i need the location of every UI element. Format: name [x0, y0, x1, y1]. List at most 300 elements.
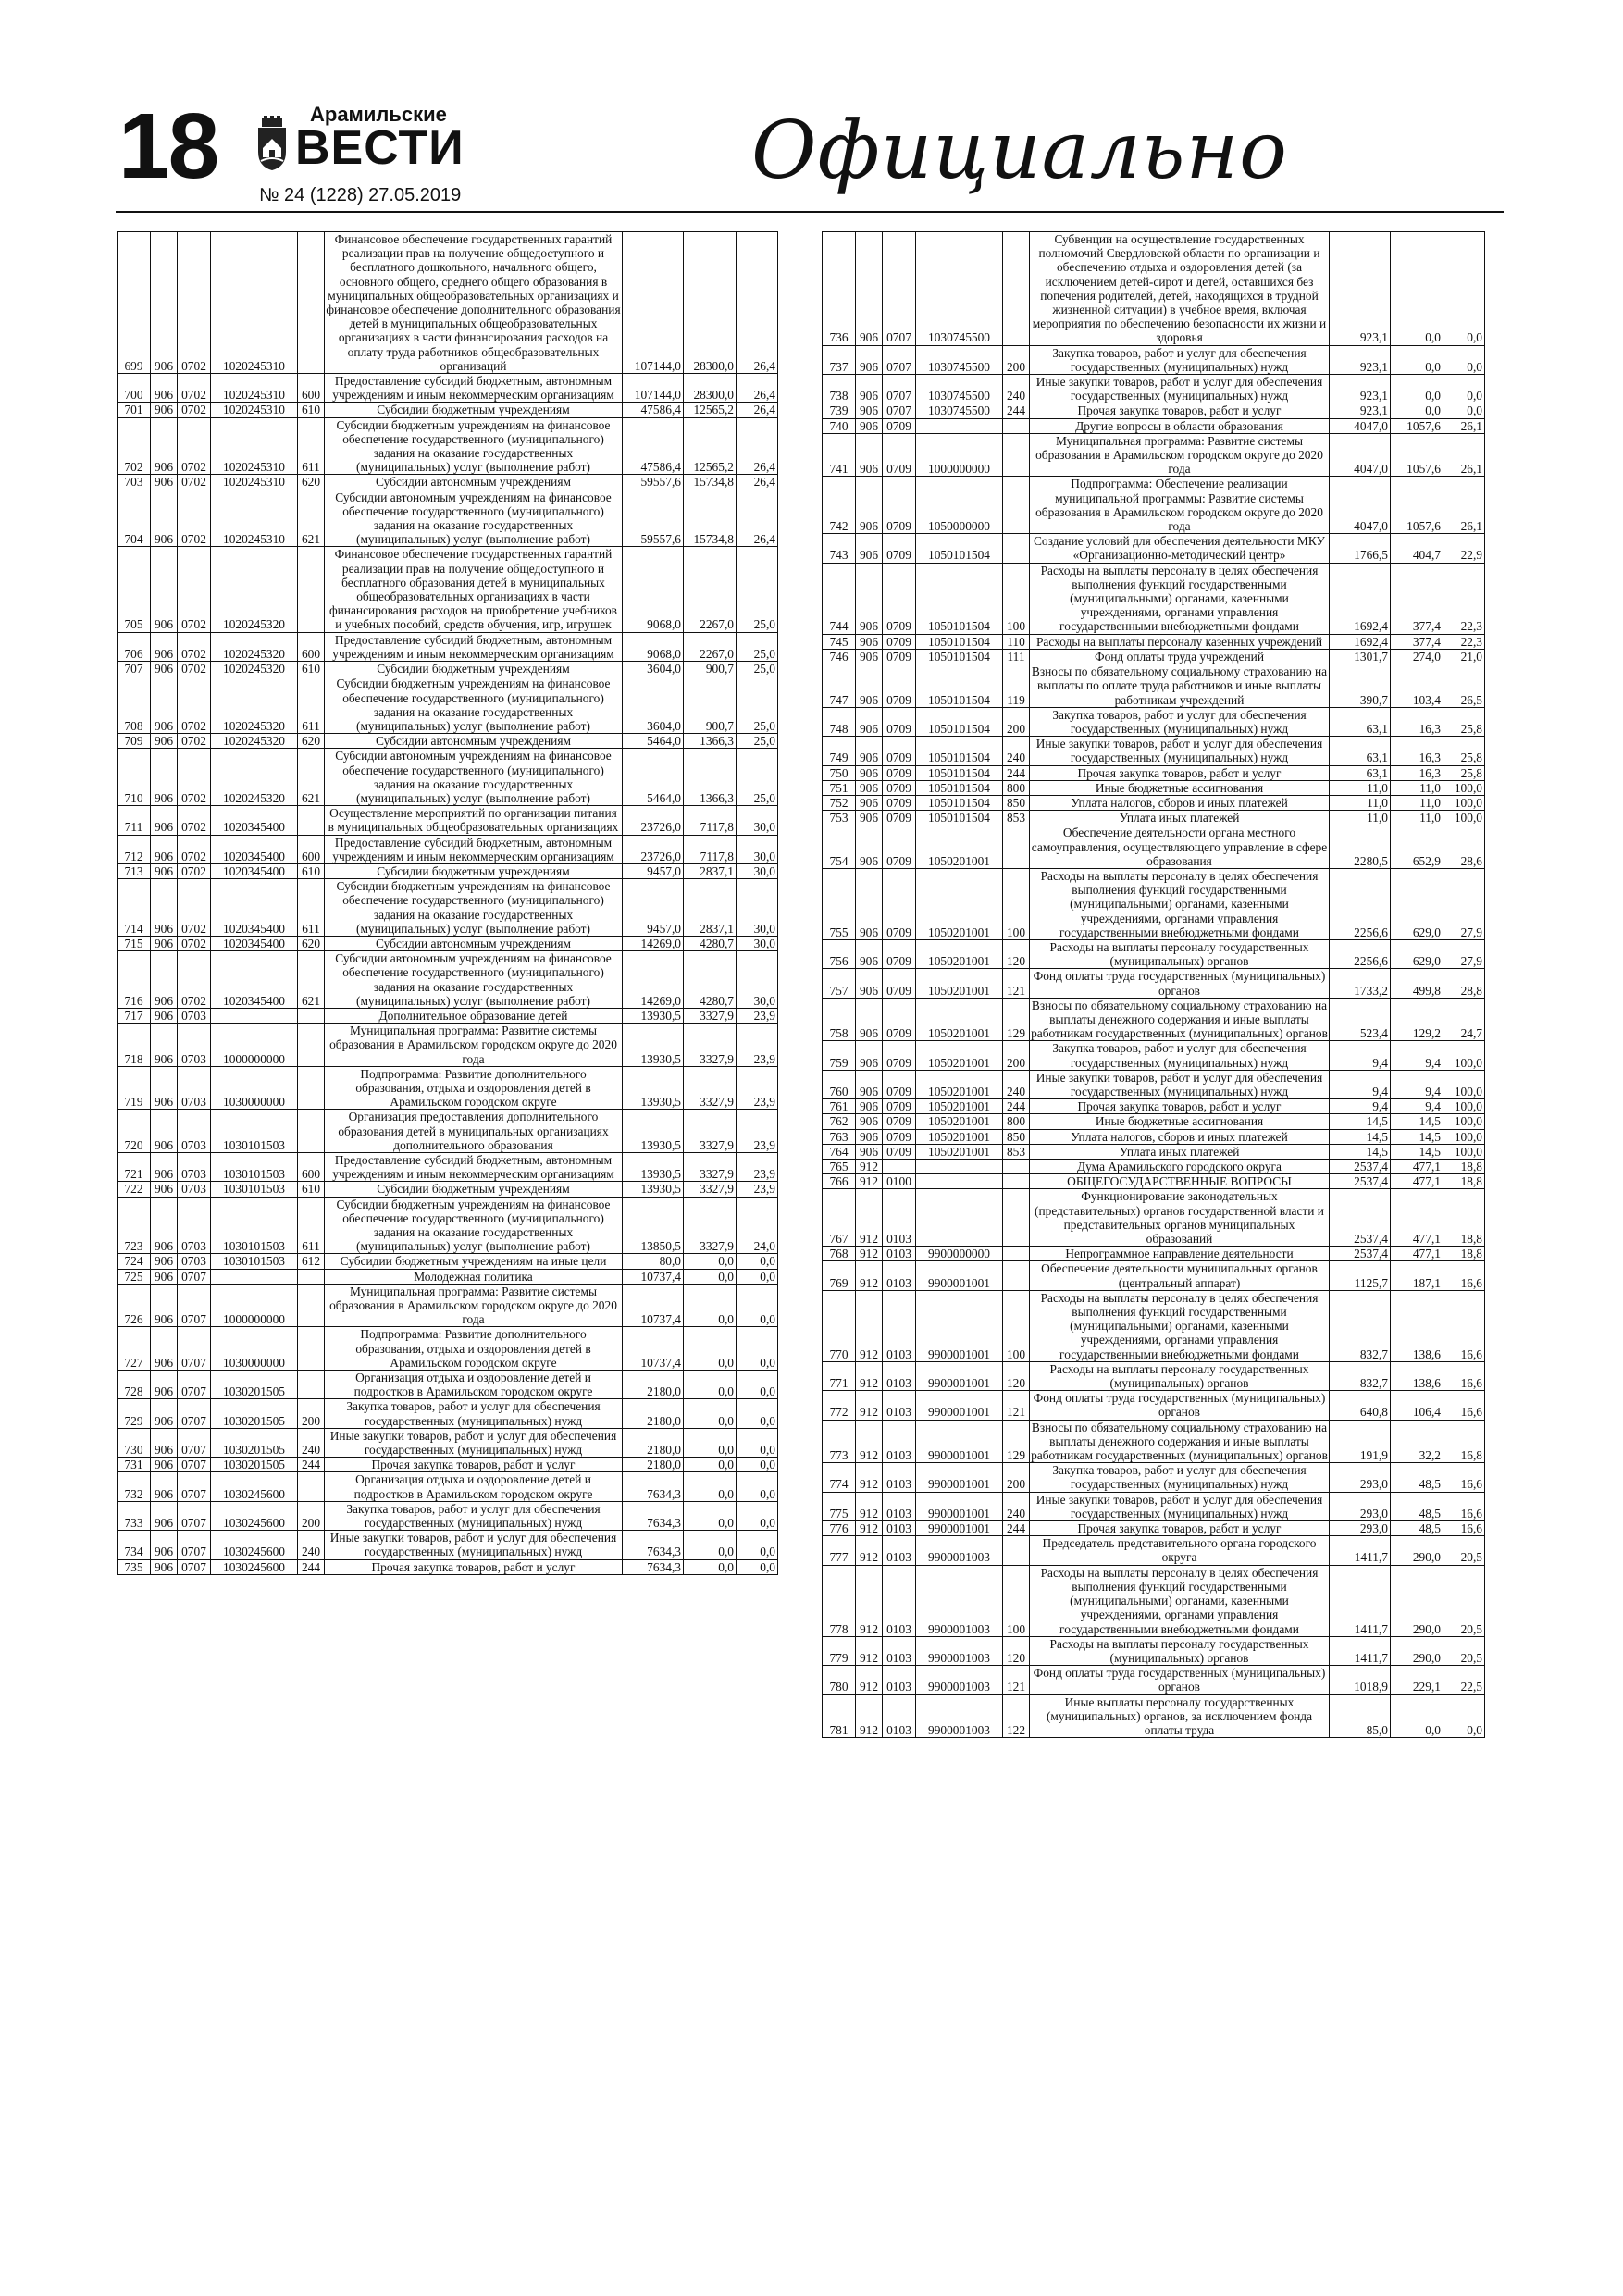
executed-amount-cell: 0,0: [684, 1428, 737, 1457]
ministry-code-cell: 906: [856, 1114, 883, 1129]
expense-type-cell: 611: [298, 676, 325, 734]
description-cell: Иные закупки товаров, работ и услуг для обеспечения государственных (муниципальных) нужд: [325, 1531, 623, 1559]
description-cell: Осуществление мероприятий по организации питания в муниципальных общеобразовательных организациях: [325, 806, 623, 835]
expense-type-cell: 129: [1003, 998, 1030, 1041]
table-row: [118, 1531, 778, 1559]
executed-amount-cell: 16,3: [1391, 737, 1443, 765]
percent-cell: 0,0: [737, 1399, 778, 1428]
section-code-cell: 0702: [178, 547, 211, 632]
executed-amount-cell: 1057,6: [1391, 477, 1443, 534]
planned-amount-cell: 832,7: [1330, 1290, 1391, 1361]
description-cell: Закупка товаров, работ и услуг для обеспечения государственных (муниципальных) нужд: [1030, 707, 1330, 736]
section-code-cell: 0707: [178, 1327, 211, 1371]
percent-cell: 30,0: [737, 863, 778, 878]
row-number-cell: 727: [118, 1327, 151, 1371]
ministry-code-cell: 906: [151, 1197, 178, 1254]
planned-amount-cell: 2256,6: [1330, 868, 1391, 939]
percent-cell: 25,0: [737, 547, 778, 632]
description-cell: Закупка товаров, работ и услуг для обеспечения государственных (муниципальных) нужд: [1030, 1041, 1330, 1070]
ministry-code-cell: 906: [856, 403, 883, 418]
expense-type-cell: 853: [1003, 811, 1030, 825]
row-number-cell: 739: [823, 403, 856, 418]
expense-type-cell: 244: [1003, 765, 1030, 780]
executed-amount-cell: 0,0: [684, 1501, 737, 1530]
target-article-cell: 1030745500: [916, 232, 1003, 346]
expense-type-cell: 240: [298, 1531, 325, 1559]
ministry-code-cell: 906: [856, 375, 883, 403]
ministry-code-cell: 906: [856, 1041, 883, 1070]
ministry-code-cell: 912: [856, 1636, 883, 1665]
row-number-cell: 705: [118, 547, 151, 632]
executed-amount-cell: 900,7: [684, 662, 737, 676]
ministry-code-cell: 906: [856, 345, 883, 374]
section-code-cell: 0702: [178, 936, 211, 950]
section-code-cell: 0103: [883, 1247, 916, 1261]
section-code-cell: 0707: [883, 345, 916, 374]
ministry-code-cell: 906: [151, 863, 178, 878]
ministry-code-cell: 906: [151, 662, 178, 676]
target-article-cell: 9900001003: [916, 1536, 1003, 1565]
percent-cell: 26,1: [1443, 418, 1485, 433]
executed-amount-cell: 2267,0: [684, 547, 737, 632]
ministry-code-cell: 906: [151, 1066, 178, 1110]
executed-amount-cell: 477,1: [1391, 1189, 1443, 1247]
table-row: [823, 795, 1485, 810]
table-row: [118, 1399, 778, 1428]
expense-type-cell: 610: [298, 1182, 325, 1197]
row-number-cell: 740: [823, 418, 856, 433]
executed-amount-cell: 377,4: [1391, 634, 1443, 649]
section-code-cell: 0103: [883, 1666, 916, 1694]
expense-type-cell: 620: [298, 936, 325, 950]
description-cell: Взносы по обязательному социальному страхованию на выплаты по оплате труда работников и иные выплаты работникам учреждений: [1030, 664, 1330, 708]
planned-amount-cell: 13930,5: [623, 1024, 684, 1067]
ministry-code-cell: 912: [856, 1420, 883, 1463]
executed-amount-cell: 1366,3: [684, 749, 737, 806]
percent-cell: 23,9: [737, 1153, 778, 1182]
description-cell: Подпрограмма: Обеспечение реализации муниципальной программы: Развитие системы образования в Арамильском городском округе до 2020 года: [1030, 477, 1330, 534]
ministry-code-cell: 906: [151, 734, 178, 749]
planned-amount-cell: 1692,4: [1330, 563, 1391, 634]
section-code-cell: 0702: [178, 632, 211, 661]
percent-cell: 28,6: [1443, 825, 1485, 869]
planned-amount-cell: 9457,0: [623, 863, 684, 878]
table-row: [823, 232, 1485, 346]
percent-cell: 25,0: [737, 632, 778, 661]
table-row: [823, 939, 1485, 968]
planned-amount-cell: 1125,7: [1330, 1261, 1391, 1290]
target-article-cell: 1020345400: [211, 936, 298, 950]
row-number-cell: 725: [118, 1269, 151, 1284]
ministry-code-cell: 906: [856, 1144, 883, 1159]
ministry-code-cell: 906: [151, 1110, 178, 1153]
target-article-cell: 1030245600: [211, 1472, 298, 1501]
description-cell: Дополнительное образование детей: [325, 1008, 623, 1023]
table-row: [118, 936, 778, 950]
row-number-cell: 704: [118, 490, 151, 547]
planned-amount-cell: 832,7: [1330, 1361, 1391, 1390]
row-number-cell: 714: [118, 879, 151, 937]
percent-cell: 0,0: [737, 1428, 778, 1457]
expense-type-cell: [298, 1066, 325, 1110]
section-code-cell: 0709: [883, 765, 916, 780]
planned-amount-cell: 107144,0: [623, 232, 684, 374]
expense-type-cell: [298, 1110, 325, 1153]
section-code-cell: 0709: [883, 649, 916, 664]
planned-amount-cell: 9,4: [1330, 1041, 1391, 1070]
ministry-code-cell: 906: [151, 676, 178, 734]
executed-amount-cell: 14,5: [1391, 1129, 1443, 1144]
description-cell: Иные бюджетные ассигнования: [1030, 780, 1330, 795]
target-article-cell: 1020345400: [211, 879, 298, 937]
description-cell: Организация отдыха и оздоровление детей и подростков в Арамильском городском округе: [325, 1371, 623, 1399]
row-number-cell: 702: [118, 417, 151, 475]
ministry-code-cell: 906: [151, 936, 178, 950]
description-cell: Иные закупки товаров, работ и услуг для обеспечения государственных (муниципальных) нужд: [1030, 737, 1330, 765]
table-row: [118, 403, 778, 417]
target-article-cell: [916, 1160, 1003, 1174]
row-number-cell: 748: [823, 707, 856, 736]
expense-type-cell: 244: [1003, 1521, 1030, 1536]
description-cell: Предоставление субсидий бюджетным, автономным учреждениям и иным некоммерческим организациям: [325, 1153, 623, 1182]
executed-amount-cell: 11,0: [1391, 780, 1443, 795]
planned-amount-cell: 10737,4: [623, 1284, 684, 1327]
planned-amount-cell: 293,0: [1330, 1521, 1391, 1536]
section-code-cell: 0702: [178, 490, 211, 547]
percent-cell: 25,0: [737, 662, 778, 676]
row-number-cell: 773: [823, 1420, 856, 1463]
target-article-cell: 9900001003: [916, 1565, 1003, 1636]
ministry-code-cell: 912: [856, 1521, 883, 1536]
expense-type-cell: [298, 1371, 325, 1399]
section-code-cell: 0702: [178, 806, 211, 835]
row-number-cell: 761: [823, 1099, 856, 1114]
section-code-cell: 0709: [883, 664, 916, 708]
section-code-cell: 0709: [883, 707, 916, 736]
left-column: [117, 231, 778, 1575]
planned-amount-cell: 14269,0: [623, 951, 684, 1009]
ministry-code-cell: 906: [856, 563, 883, 634]
table-row: [823, 433, 1485, 477]
row-number-cell: 723: [118, 1197, 151, 1254]
percent-cell: 0,0: [1443, 375, 1485, 403]
percent-cell: 27,9: [1443, 939, 1485, 968]
row-number-cell: 737: [823, 345, 856, 374]
planned-amount-cell: 2180,0: [623, 1428, 684, 1457]
percent-cell: 0,0: [737, 1371, 778, 1399]
expense-type-cell: 244: [298, 1458, 325, 1472]
executed-amount-cell: 629,0: [1391, 939, 1443, 968]
planned-amount-cell: 23726,0: [623, 835, 684, 863]
target-article-cell: 1020245310: [211, 403, 298, 417]
percent-cell: 16,6: [1443, 1521, 1485, 1536]
expense-type-cell: [298, 806, 325, 835]
description-cell: Фонд оплаты труда учреждений: [1030, 649, 1330, 664]
percent-cell: 100,0: [1443, 1099, 1485, 1114]
ministry-code-cell: 906: [151, 232, 178, 374]
ministry-code-cell: 906: [856, 664, 883, 708]
expense-type-cell: 621: [298, 951, 325, 1009]
description-cell: Иные бюджетные ассигнования: [1030, 1114, 1330, 1129]
section-code-cell: 0709: [883, 1129, 916, 1144]
row-number-cell: 703: [118, 475, 151, 490]
section-code-cell: 0703: [178, 1182, 211, 1197]
expense-type-cell: 121: [1003, 969, 1030, 998]
description-cell: Расходы на выплаты персоналу в целях обеспечения выполнения функций государственными (муниципальными) органами, казенными учреждениями, органами управления государственными внебюджетными фондами: [1030, 1565, 1330, 1636]
ministry-code-cell: 912: [856, 1492, 883, 1520]
expense-type-cell: 111: [1003, 649, 1030, 664]
expense-type-cell: 200: [298, 1399, 325, 1428]
percent-cell: 23,9: [737, 1110, 778, 1153]
planned-amount-cell: 23726,0: [623, 806, 684, 835]
executed-amount-cell: 28300,0: [684, 232, 737, 374]
expense-type-cell: [298, 547, 325, 632]
section-code-cell: 0709: [883, 1041, 916, 1070]
executed-amount-cell: 103,4: [1391, 664, 1443, 708]
ministry-code-cell: 912: [856, 1261, 883, 1290]
planned-amount-cell: 47586,4: [623, 417, 684, 475]
description-cell: Прочая закупка товаров, работ и услуг: [1030, 403, 1330, 418]
table-row: [823, 649, 1485, 664]
planned-amount-cell: 9,4: [1330, 1099, 1391, 1114]
row-number-cell: 744: [823, 563, 856, 634]
description-cell: Закупка товаров, работ и услуг для обеспечения государственных (муниципальных) нужд: [1030, 345, 1330, 374]
table-row: [118, 662, 778, 676]
expense-type-cell: 120: [1003, 939, 1030, 968]
percent-cell: 100,0: [1443, 1041, 1485, 1070]
description-cell: Субсидии автономным учреждениям: [325, 936, 623, 950]
target-article-cell: 1030101503: [211, 1197, 298, 1254]
executed-amount-cell: 652,9: [1391, 825, 1443, 869]
table-row: [823, 1694, 1485, 1738]
description-cell: Субсидии бюджетным учреждениям: [325, 403, 623, 417]
table-row: [118, 749, 778, 806]
section-code-cell: 0703: [178, 1066, 211, 1110]
description-cell: Подпрограмма: Развитие дополнительного образования, отдыха и оздоровления детей в Арамильском городском округе: [325, 1327, 623, 1371]
executed-amount-cell: 477,1: [1391, 1247, 1443, 1261]
ministry-code-cell: 912: [856, 1189, 883, 1247]
executed-amount-cell: 404,7: [1391, 534, 1443, 563]
row-number-cell: 729: [118, 1399, 151, 1428]
row-number-cell: 776: [823, 1521, 856, 1536]
ministry-code-cell: 906: [151, 1399, 178, 1428]
ministry-code-cell: 906: [151, 1531, 178, 1559]
planned-amount-cell: 59557,6: [623, 490, 684, 547]
section-code-cell: 0103: [883, 1261, 916, 1290]
planned-amount-cell: 14,5: [1330, 1114, 1391, 1129]
row-number-cell: 708: [118, 676, 151, 734]
planned-amount-cell: 47586,4: [623, 403, 684, 417]
executed-amount-cell: 0,0: [684, 1472, 737, 1501]
description-cell: Уплата иных платежей: [1030, 811, 1330, 825]
ministry-code-cell: 906: [856, 825, 883, 869]
table-row: [823, 1261, 1485, 1290]
row-number-cell: 715: [118, 936, 151, 950]
target-article-cell: 1050201001: [916, 1144, 1003, 1159]
target-article-cell: 1020345400: [211, 835, 298, 863]
section-code-cell: 0103: [883, 1694, 916, 1738]
executed-amount-cell: 274,0: [1391, 649, 1443, 664]
table-row: [823, 1521, 1485, 1536]
row-number-cell: 767: [823, 1189, 856, 1247]
percent-cell: 0,0: [737, 1327, 778, 1371]
executed-amount-cell: 9,4: [1391, 1041, 1443, 1070]
ministry-code-cell: 906: [151, 749, 178, 806]
table-row: [823, 998, 1485, 1041]
target-article-cell: 1030245600: [211, 1501, 298, 1530]
description-cell: Иные закупки товаров, работ и услуг для обеспечения государственных (муниципальных) нужд: [1030, 375, 1330, 403]
row-number-cell: 710: [118, 749, 151, 806]
executed-amount-cell: 15734,8: [684, 475, 737, 490]
table-row: [823, 1070, 1485, 1098]
ministry-code-cell: 906: [856, 1070, 883, 1098]
expense-type-cell: 200: [1003, 1463, 1030, 1492]
section-code-cell: 0709: [883, 1144, 916, 1159]
table-row: [118, 1458, 778, 1472]
table-row: [823, 780, 1485, 795]
description-cell: Фонд оплаты труда государственных (муниципальных) органов: [1030, 969, 1330, 998]
target-article-cell: 1050201001: [916, 868, 1003, 939]
target-article-cell: 1030201505: [211, 1399, 298, 1428]
table-row: [118, 232, 778, 374]
executed-amount-cell: 0,0: [1391, 232, 1443, 346]
ministry-code-cell: 906: [151, 1458, 178, 1472]
executed-amount-cell: 229,1: [1391, 1666, 1443, 1694]
planned-amount-cell: 2256,6: [1330, 939, 1391, 968]
description-cell: Закупка товаров, работ и услуг для обеспечения государственных (муниципальных) нужд: [1030, 1463, 1330, 1492]
target-article-cell: 1020245320: [211, 734, 298, 749]
ministry-code-cell: 906: [151, 1284, 178, 1327]
expense-type-cell: 129: [1003, 1420, 1030, 1463]
target-article-cell: 1050000000: [916, 477, 1003, 534]
planned-amount-cell: 59557,6: [623, 475, 684, 490]
planned-amount-cell: 13930,5: [623, 1066, 684, 1110]
percent-cell: 18,8: [1443, 1174, 1485, 1189]
expense-type-cell: [1003, 1174, 1030, 1189]
executed-amount-cell: 1366,3: [684, 734, 737, 749]
description-cell: Фонд оплаты труда государственных (муниципальных) органов: [1030, 1666, 1330, 1694]
description-cell: Субсидии бюджетным учреждениям на финансовое обеспечение государственного (муниципального) задания на оказание государственных (муниципальных) услуг (выполнение работ): [325, 676, 623, 734]
ministry-code-cell: 906: [856, 795, 883, 810]
planned-amount-cell: 2537,4: [1330, 1247, 1391, 1261]
target-article-cell: 1020245320: [211, 547, 298, 632]
description-cell: Председатель представительного органа городского округа: [1030, 1536, 1330, 1565]
expense-type-cell: 610: [298, 863, 325, 878]
description-cell: Уплата иных платежей: [1030, 1144, 1330, 1159]
row-number-cell: 728: [118, 1371, 151, 1399]
table-row: [118, 1501, 778, 1530]
row-number-cell: 732: [118, 1472, 151, 1501]
expense-type-cell: 120: [1003, 1361, 1030, 1390]
target-article-cell: 1050101504: [916, 780, 1003, 795]
table-row: [118, 835, 778, 863]
description-cell: Организация предоставления дополнительного образования детей в муниципальных организациях дополнительного образования: [325, 1110, 623, 1153]
expense-type-cell: 610: [298, 662, 325, 676]
executed-amount-cell: 48,5: [1391, 1521, 1443, 1536]
table-row: [823, 1361, 1485, 1390]
row-number-cell: 752: [823, 795, 856, 810]
target-article-cell: 9900001001: [916, 1391, 1003, 1420]
description-cell: Предоставление субсидий бюджетным, автономным учреждениям и иным некоммерческим организациям: [325, 632, 623, 661]
expense-type-cell: 853: [1003, 1144, 1030, 1159]
coat-of-arms-icon: [254, 115, 290, 172]
table-row: [823, 969, 1485, 998]
row-number-cell: 770: [823, 1290, 856, 1361]
description-cell: Субсидии автономным учреждениям на финансовое обеспечение государственного (муниципального) задания на оказание государственных (муниципальных) услуг (выполнение работ): [325, 490, 623, 547]
table-row: [118, 1371, 778, 1399]
row-number-cell: 735: [118, 1559, 151, 1574]
ministry-code-cell: 906: [856, 765, 883, 780]
description-cell: Взносы по обязательному социальному страхованию на выплаты денежного содержания и иные выплаты работникам государственных (муниципальных) органов: [1031, 998, 1328, 1041]
row-number-cell: 707: [118, 662, 151, 676]
ministry-code-cell: 912: [856, 1391, 883, 1420]
row-number-cell: 717: [118, 1008, 151, 1023]
table-row: [118, 1110, 778, 1153]
percent-cell: 22,9: [1443, 534, 1485, 563]
section-code-cell: 0707: [178, 1472, 211, 1501]
planned-amount-cell: 10737,4: [623, 1269, 684, 1284]
target-article-cell: 1020345400: [211, 806, 298, 835]
row-number-cell: 762: [823, 1114, 856, 1129]
percent-cell: 0,0: [737, 1472, 778, 1501]
target-article-cell: 9900001001: [916, 1361, 1003, 1390]
description-cell: Дума Арамильского городского округа: [1030, 1160, 1330, 1174]
section-code-cell: 0103: [883, 1420, 916, 1463]
executed-amount-cell: 3327,9: [684, 1008, 737, 1023]
target-article-cell: 1020245320: [211, 676, 298, 734]
section-code-cell: 0709: [883, 1114, 916, 1129]
executed-amount-cell: 290,0: [1391, 1565, 1443, 1636]
executed-amount-cell: 290,0: [1391, 1636, 1443, 1665]
expense-type-cell: [1003, 232, 1030, 346]
expense-type-cell: 200: [1003, 345, 1030, 374]
table-row: [823, 345, 1485, 374]
percent-cell: 26,4: [737, 232, 778, 374]
expense-type-cell: 800: [1003, 780, 1030, 795]
description-cell: Взносы по обязательному социальному страхованию на выплаты денежного содержания и иные выплаты работникам государственных (муниципальных) органов: [1031, 1420, 1328, 1463]
table-row: [118, 490, 778, 547]
table-row: [118, 1559, 778, 1574]
target-article-cell: 9900001003: [916, 1666, 1003, 1694]
expense-type-cell: 200: [298, 1501, 325, 1530]
table-row: [823, 534, 1485, 563]
percent-cell: 0,0: [737, 1531, 778, 1559]
planned-amount-cell: 390,7: [1330, 664, 1391, 708]
percent-cell: 16,6: [1443, 1290, 1485, 1361]
description-cell: Фонд оплаты труда государственных (муниципальных) органов: [1030, 1391, 1330, 1420]
ministry-code-cell: 906: [151, 1024, 178, 1067]
row-number-cell: 706: [118, 632, 151, 661]
expense-type-cell: 120: [1003, 1636, 1030, 1665]
description-cell: Непрограммное направление деятельности: [1030, 1247, 1330, 1261]
section-code-cell: 0703: [178, 1110, 211, 1153]
target-article-cell: 1030201505: [211, 1458, 298, 1472]
section-code-cell: 0707: [178, 1371, 211, 1399]
ministry-code-cell: 906: [856, 969, 883, 998]
row-number-cell: 736: [823, 232, 856, 346]
row-number-cell: 733: [118, 1501, 151, 1530]
planned-amount-cell: 923,1: [1330, 345, 1391, 374]
description-cell: Расходы на выплаты персоналу в целях обеспечения выполнения функций государственными (муниципальными) органами, казенными учреждениями, органами управления государственными внебюджетными фондами: [1030, 563, 1330, 634]
expense-type-cell: [298, 1472, 325, 1501]
row-number-cell: 716: [118, 951, 151, 1009]
planned-amount-cell: 2180,0: [623, 1399, 684, 1428]
table-row: [118, 879, 778, 937]
ministry-code-cell: 912: [856, 1666, 883, 1694]
percent-cell: 25,8: [1443, 765, 1485, 780]
description-cell: Прочая закупка товаров, работ и услуг: [1030, 1521, 1330, 1536]
description-cell: Уплата налогов, сборов и иных платежей: [1030, 795, 1330, 810]
